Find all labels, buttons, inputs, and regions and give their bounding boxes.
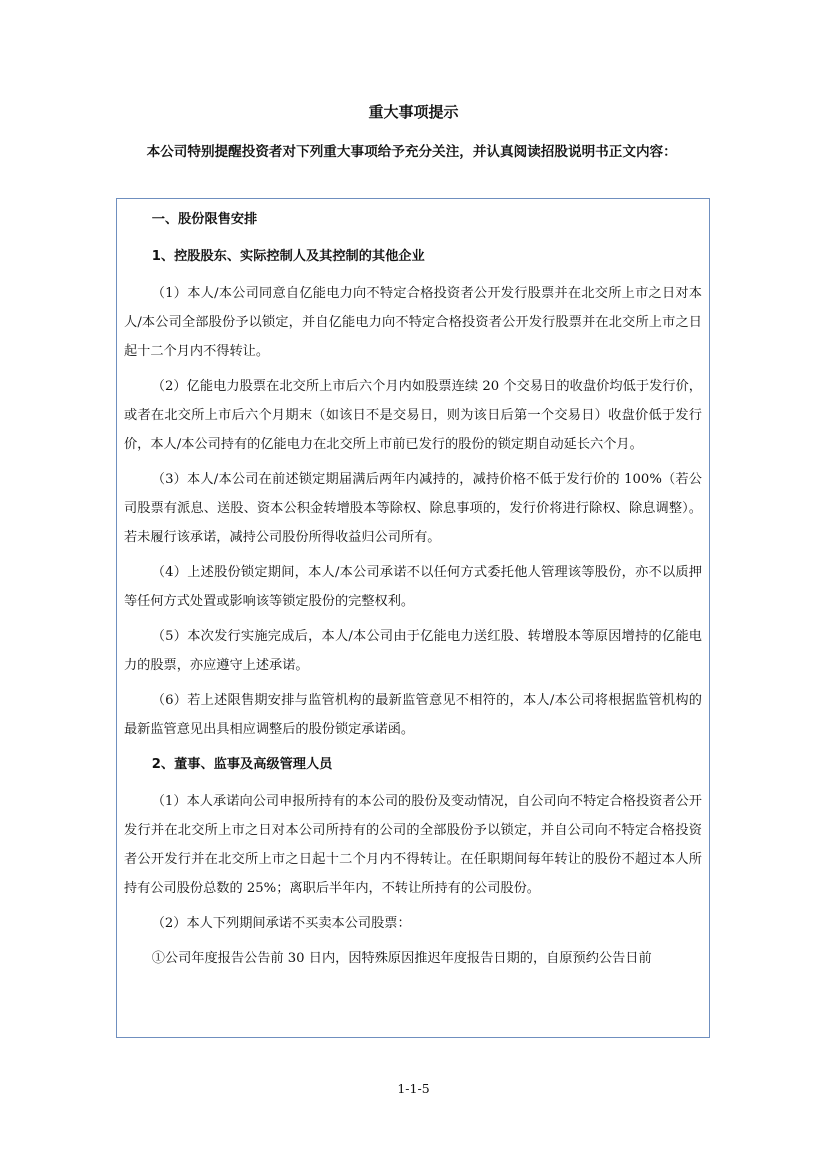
paragraph: （1）本人/本公司同意自亿能电力向不特定合格投资者公开发行股票并在北交所上市之日对本人/本公司全部股份予以锁定，并自亿能电力向不特定合格投资者公开发行股票并在北交所上市之日起十二个月内不得转让。: [124, 286, 702, 359]
page-title: 重大事项提示: [368, 103, 459, 121]
page-number: 1-1-5: [397, 1081, 430, 1096]
paragraph: （2）亿能电力股票在北交所上市后六个月内如股票连续 20 个交易日的收盘价均低于发行价，或者在北交所上市后六个月期末（如该日不是交易日，则为该日后第一个交易日）收盘价低于发行价，本人/本公司持有的亿能电力在北交所上市前已发行的股份的锁定期自动延长六个月。: [124, 379, 702, 452]
paragraph: （5）本次发行实施完成后，本人/本公司由于亿能电力送红股、转增股本等原因增持的亿能电力的股票，亦应遵守上述承诺。: [124, 629, 702, 673]
subsection-heading: 2、董事、监事及高级管理人员: [151, 757, 333, 772]
content-box: [116, 198, 710, 1038]
paragraph: ①公司年度报告公告前 30 日内，因特殊原因推迟年度报告日期的，自原预约公告日前: [151, 951, 652, 966]
subsection-heading: 1、控股股东、实际控制人及其控制的其他企业: [151, 249, 425, 264]
paragraph: （1）本人承诺向公司申报所持有的本公司的股份及变动情况，自公司向不特定合格投资者公开发行并在北交所上市之日对本公司所持有的公司的全部股份予以锁定，并自公司向不特定合格投资者公开发行并在北交所上市之日起十二个月内不得转让。在任职期间每年转让的股份不超过本人所持有公司股份总数的 25%；离职后半年内，不转让所持有的公司股份。: [124, 794, 702, 896]
paragraph: （6）若上述限售期安排与监管机构的最新监管意见不相符的，本人/本公司将根据监管机构的最新监管意见出具相应调整后的股份锁定承诺函。: [124, 693, 702, 737]
intro-paragraph: 本公司特别提醒投资者对下列重大事项给予充分关注，并认真阅读招股说明书正文内容：: [146, 144, 677, 160]
paragraph: （3）本人/本公司在前述锁定期届满后两年内减持的，减持价格不低于发行价的 100%（若公司股票有派息、送股、资本公积金转增股本等除权、除息事项的，发行价将进行除权、除息调整）。若未履行该承诺，减持公司股份所得收益归公司所有。: [124, 472, 702, 545]
paragraph: （4）上述股份锁定期间，本人/本公司承诺不以任何方式委托他人管理该等股份，亦不以质押等任何方式处置或影响该等锁定股份的完整权利。: [124, 565, 702, 609]
section-heading: 一、股份限售安排: [151, 212, 258, 227]
paragraph: （2）本人下列期间承诺不买卖本公司股票：: [151, 916, 411, 931]
